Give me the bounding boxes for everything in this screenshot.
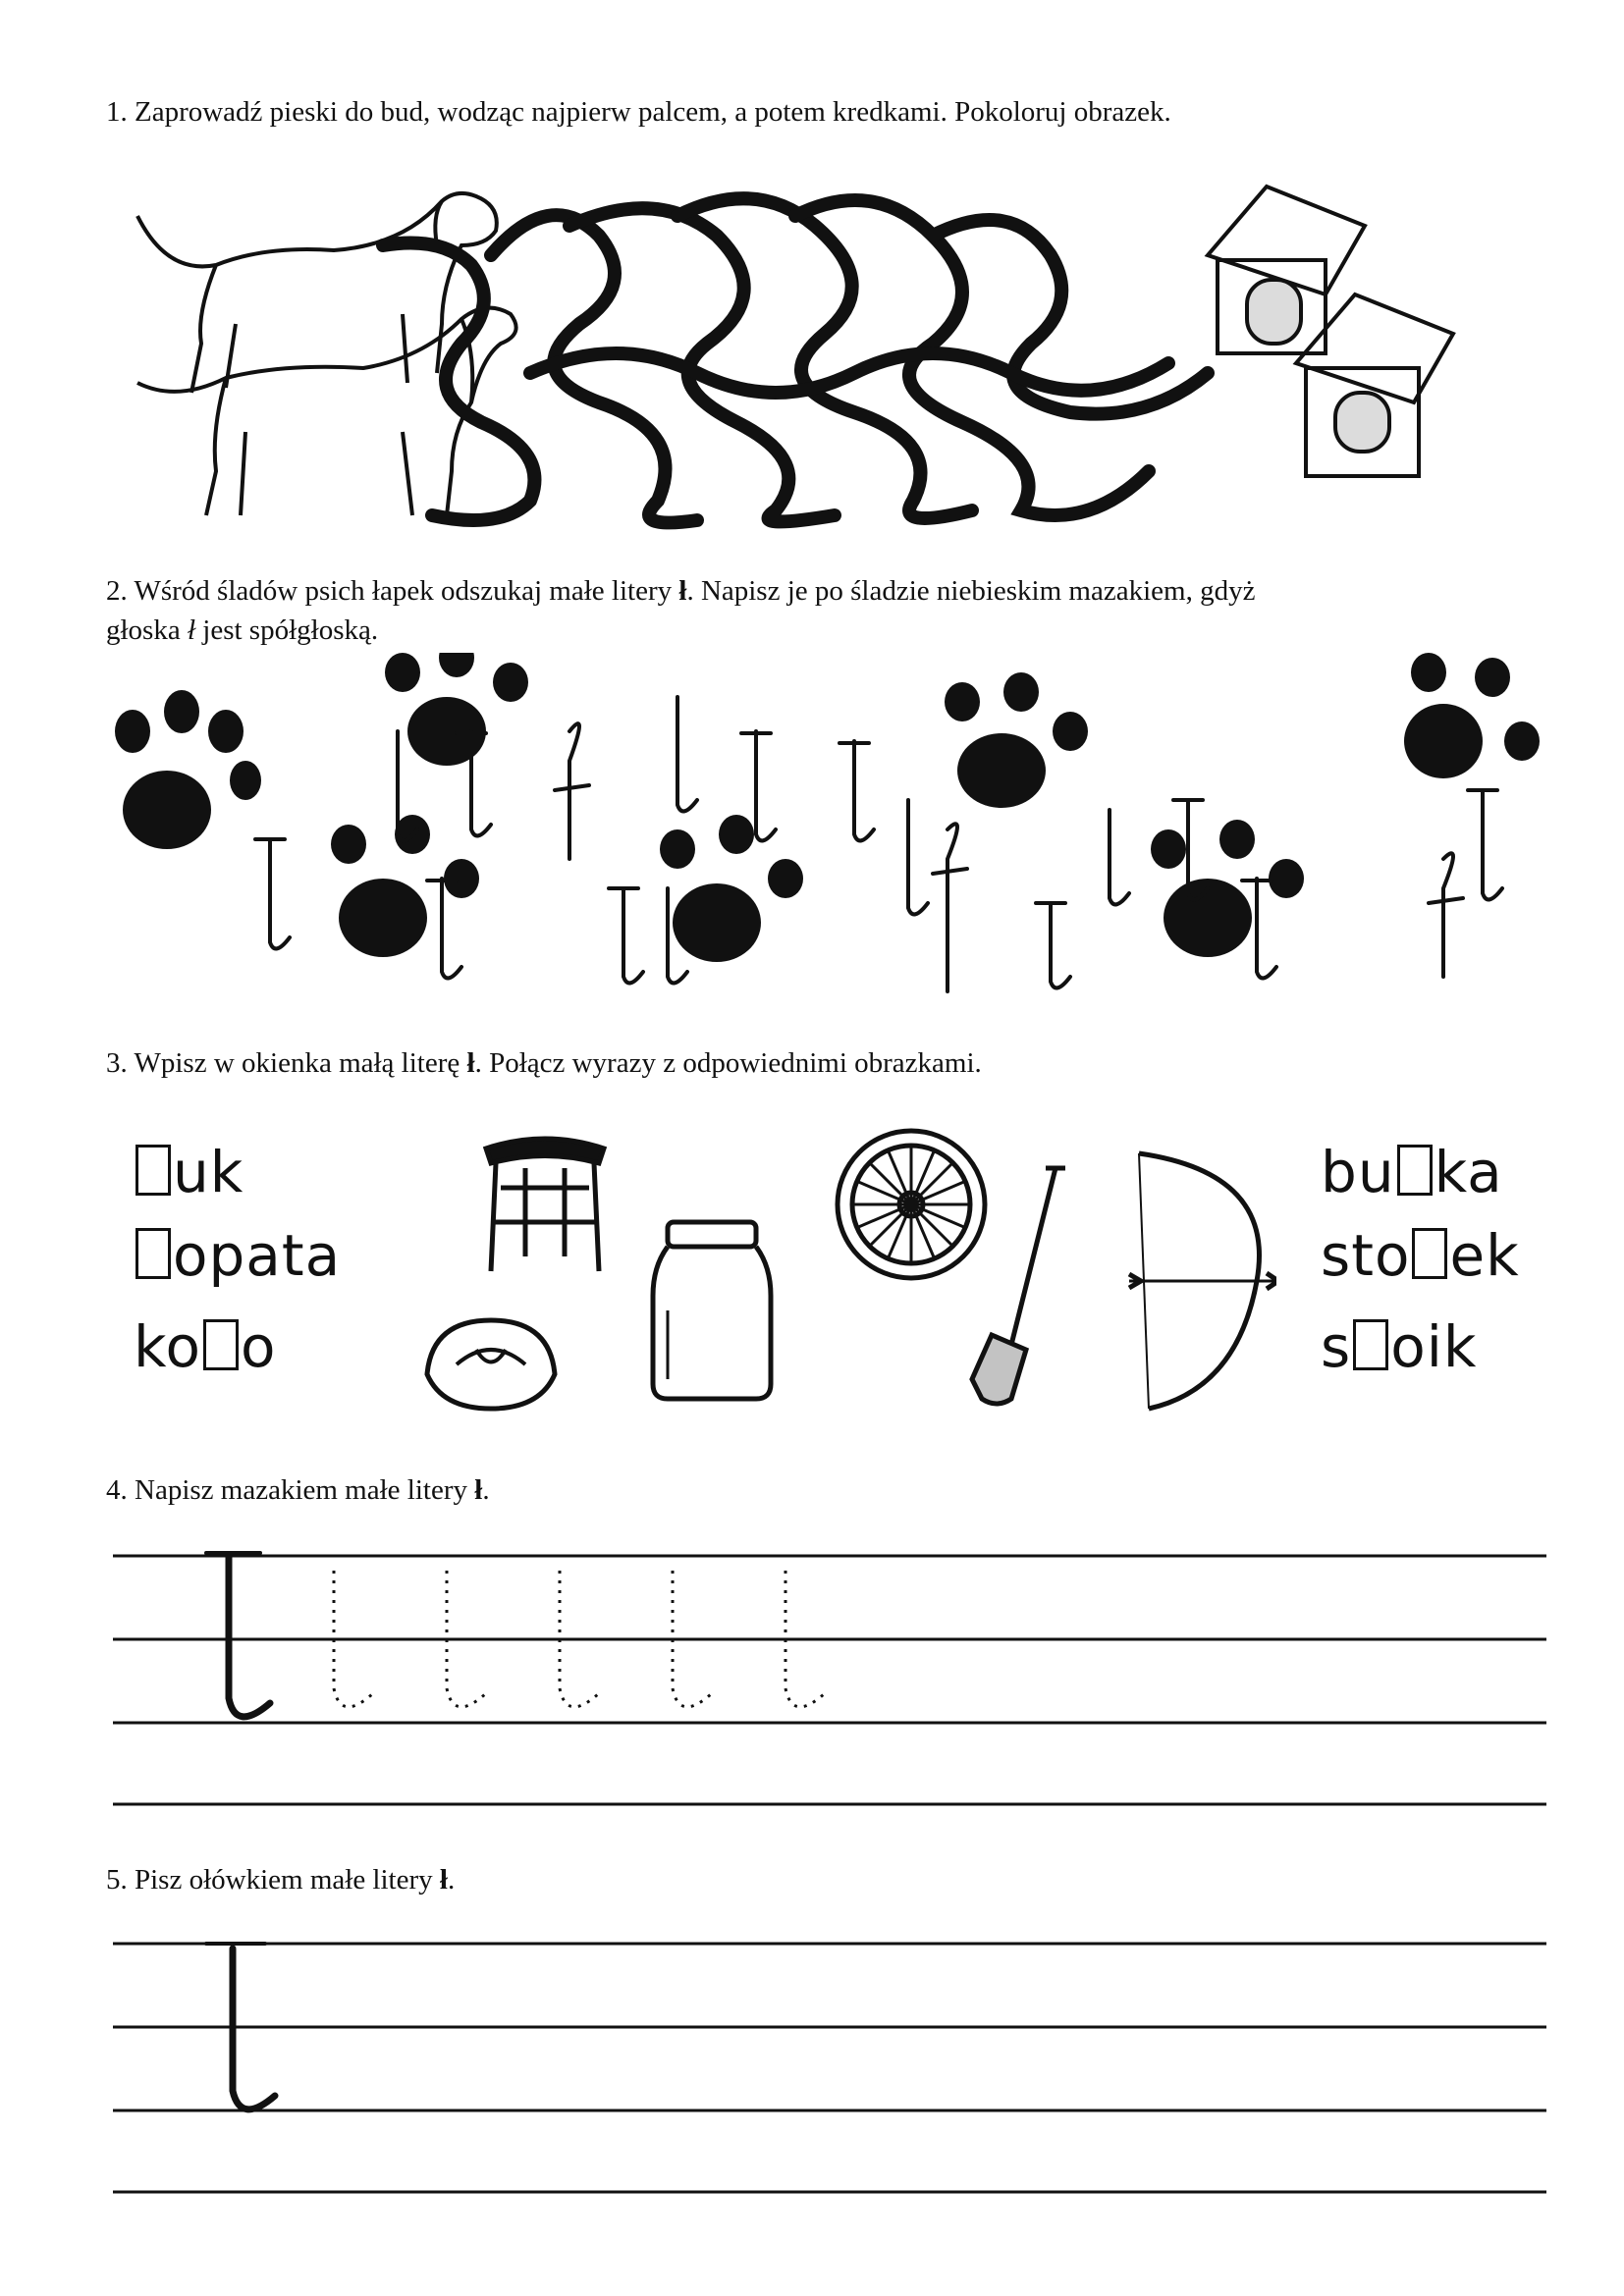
task-number: 2. <box>106 575 128 607</box>
kennel-icon <box>1208 187 1365 353</box>
paw-print-icon <box>1151 820 1304 957</box>
task-5-instruction <box>106 1860 455 1899</box>
dotted-letter-tracing <box>309 1556 825 1707</box>
target-letter: ł <box>474 1474 483 1506</box>
paw-print-icon <box>115 690 261 849</box>
task-text: . <box>482 1474 490 1506</box>
paw-prints-illustration[interactable] <box>108 653 1561 1016</box>
paw-print-icon <box>331 815 479 957</box>
target-letter: ł <box>187 614 196 646</box>
task-text: Wpisz w okienka małą literę <box>134 1047 467 1079</box>
maze-illustration[interactable] <box>108 177 1581 540</box>
shovel-icon[interactable] <box>952 1158 1070 1414</box>
task-4-instruction <box>106 1470 490 1510</box>
handwriting-lines-task-4[interactable] <box>113 1541 1546 1836</box>
word-fill-bulka[interactable]: bu ka <box>1321 1139 1503 1205</box>
task-3-instruction <box>106 1043 982 1083</box>
task-number: 1. <box>106 96 128 128</box>
bow-icon[interactable] <box>1119 1144 1276 1418</box>
stool-icon[interactable] <box>481 1129 609 1276</box>
target-letter: ł <box>466 1047 475 1079</box>
letter-box[interactable] <box>135 1228 171 1279</box>
task-text: Napisz mazakiem małe litery <box>135 1474 475 1506</box>
task-text: Wśród śladów psich łapek odszukaj małe litery <box>134 575 679 607</box>
task-text: . Napisz je po śladzie niebieskim mazakiem, gdyż <box>686 575 1256 607</box>
task-text: . Połącz wyrazy z odpowiednimi obrazkami. <box>474 1047 982 1079</box>
task-text: jest spółgłoską. <box>195 614 379 646</box>
letter-box[interactable] <box>1397 1145 1433 1196</box>
task-number: 3. <box>106 1047 128 1079</box>
word-fill-luk[interactable]: uk <box>134 1139 244 1205</box>
paw-print-icon <box>1404 653 1540 778</box>
word-fill-lopata[interactable]: opata <box>134 1222 341 1289</box>
paw-print-icon <box>660 815 803 962</box>
bread-roll-icon[interactable] <box>422 1315 560 1414</box>
task-1-instruction <box>106 92 1171 132</box>
word-fill-kolo[interactable]: ko o <box>134 1313 277 1380</box>
task-text: głoska <box>106 614 188 646</box>
target-letter: ł <box>678 575 687 607</box>
letter-box[interactable] <box>135 1145 171 1196</box>
paw-print-icon <box>945 672 1088 808</box>
task-text: Pisz ołówkiem małe litery <box>135 1864 440 1896</box>
task-number: 5. <box>106 1864 128 1896</box>
jar-icon[interactable] <box>648 1217 776 1404</box>
target-letter: ł <box>439 1864 448 1896</box>
paw-print-icon <box>385 653 528 766</box>
tangled-paths <box>383 198 1208 522</box>
word-fill-stolek[interactable]: sto ek <box>1321 1222 1520 1289</box>
kennel-icon <box>1296 294 1453 476</box>
task-number: 4. <box>106 1474 128 1506</box>
task-text: . <box>447 1864 456 1896</box>
model-letter-l <box>206 1553 270 1717</box>
letter-box[interactable] <box>1412 1228 1447 1279</box>
letter-box[interactable] <box>1353 1319 1388 1370</box>
letter-box[interactable] <box>203 1319 239 1370</box>
task-2-instruction <box>106 571 1255 650</box>
word-fill-sloik[interactable]: s oik <box>1321 1313 1478 1380</box>
handwriting-lines-task-5[interactable] <box>113 1929 1546 2223</box>
task-text: Zaprowadź pieski do bud, wodząc najpierw palcem, a potem kredkami. Pokoloruj obrazek. <box>135 96 1171 128</box>
